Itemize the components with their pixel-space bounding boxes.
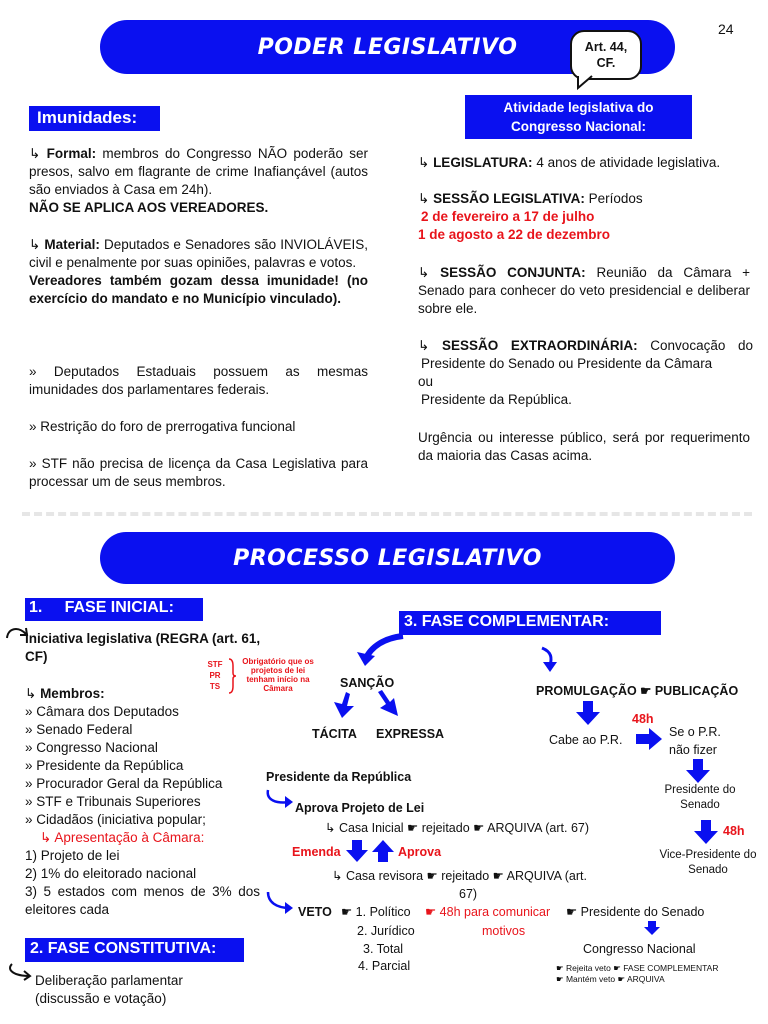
extra-line: Presidente da República.: [421, 392, 572, 407]
rejeita-veto: ☛ Rejeita veto ☛ FASE COMPLEMENTAR: [556, 963, 719, 973]
membro-item: » STF e Tribunais Superiores: [25, 794, 201, 809]
requisito-item: 1) Projeto de lei: [25, 848, 120, 863]
hook-icon: ↳: [25, 686, 41, 701]
vice-line: Vice-Presidente do: [659, 849, 757, 861]
legislatura: [418, 154, 753, 172]
atividade-heading: [465, 95, 692, 139]
veto-politico: ☛ 1. Político: [341, 905, 411, 919]
extra-label: SESSÃO EXTRAORDINÁRIA:: [441, 338, 638, 353]
bubble-tail: [576, 76, 596, 90]
se-pr-line: não fizer: [669, 743, 717, 757]
veto-motivos: motivos: [482, 924, 526, 938]
curved-arrow-icon: [264, 890, 296, 914]
veto-label: VETO: [298, 905, 332, 919]
periodo-1: 2 de fevereiro a 17 de julho: [421, 209, 595, 224]
apresentacao-text: Apresentação à Câmara:: [54, 830, 205, 845]
material-label: Material:: [44, 237, 100, 252]
formal-bold: NÃO SE APLICA AOS VEREADORES.: [29, 200, 269, 215]
hook-icon: ↳: [29, 237, 45, 252]
brace-icon: [228, 658, 236, 694]
hook-icon: ↳: [418, 191, 434, 206]
imunidade-item: » Restrição do foro de prerrogativa funcional: [29, 419, 296, 434]
veto-parcial: 4. Parcial: [358, 959, 411, 973]
fase-complementar-heading: 3. FASE COMPLEMENTAR:: [399, 611, 661, 635]
up-arrow-icon: [371, 840, 395, 862]
pres-senado-line: Presidente do: [664, 784, 736, 796]
hook-icon: ↳: [332, 869, 346, 883]
article-bubble: [570, 30, 642, 80]
sessao-extraordinaria: [418, 337, 753, 409]
vice-line: Senado: [688, 864, 728, 876]
title-text: PODER LEGISLATIVO: [257, 34, 518, 60]
casa-revisora: [332, 867, 622, 903]
heading-line: Atividade legislativa do: [503, 100, 654, 115]
congresso-nacional: Congresso Nacional: [583, 942, 696, 956]
hook-icon: ↳: [418, 338, 442, 353]
pres-senado-line: Senado: [680, 799, 720, 811]
right-arrow-icon: [636, 728, 662, 750]
expressa-label: EXPRESSA: [376, 727, 445, 741]
sessao-text: Períodos: [584, 191, 643, 206]
membros-list: [25, 685, 260, 919]
conjunta-label: SESSÃO CONJUNTA:: [440, 265, 586, 280]
sancao-label: SANÇÃO: [340, 676, 395, 690]
membro-item: » Congresso Nacional: [25, 740, 158, 755]
hook-icon: ↳: [418, 265, 441, 280]
casa-revisora-text: 67): [459, 887, 478, 901]
hook-icon: ↳: [40, 830, 55, 845]
hook-icon: ↳: [418, 155, 434, 170]
bubble-line: CF.: [596, 56, 616, 70]
formal-text: membros do Congresso NÃO poderão ser presos, salvo em flagrante de crime Inafiançável (autos são enviados à Casa em 24h).: [29, 146, 368, 197]
prazo-48h: 48h: [632, 712, 654, 726]
down-arrow-icon: [686, 759, 710, 783]
imunidades-heading: Imunidades:: [29, 106, 160, 131]
veto-total: 3. Total: [363, 942, 404, 956]
imunidade-item: » STF não precisa de licença da Casa Legislativa para processar um de seus membros.: [29, 456, 368, 489]
bubble-line: Art. 44,: [584, 40, 628, 54]
membro-item: » Cidadãos (iniciativa popular;: [25, 812, 206, 827]
vice-presidente-senado: [652, 848, 764, 878]
hook-icon: ↳: [325, 821, 339, 835]
note-codes: [203, 659, 227, 692]
down-arrow-icon: [576, 701, 600, 725]
sessao-legislativa: [418, 190, 753, 244]
imunidade-material: [29, 236, 368, 308]
section-divider: [22, 512, 752, 516]
veto-juridico: 2. Jurídico: [357, 924, 415, 938]
membros-label: Membros:: [40, 686, 105, 701]
membro-item: » Presidente da República: [25, 758, 184, 773]
material-text: Deputados e Senadores são INVIOLÁVEIS, civil e penalmente por suas opiniões, palavras e votos.: [29, 237, 368, 270]
requisito-item: 3) 5 estados com menos de 3% dos eleitores cada: [25, 884, 260, 917]
aprova-label: Aprova: [398, 845, 442, 859]
curved-arrow-icon: [6, 962, 32, 982]
presidente-senado: [655, 783, 745, 813]
prazo-48h: 48h: [723, 824, 745, 838]
note-code: PR: [209, 671, 221, 680]
se-pr-nao-fizer: [669, 723, 721, 759]
promulgacao-publicacao: PROMULGAÇÃO ☛ PUBLICAÇÃO: [536, 684, 739, 698]
casa-revisora-text: Casa revisora ☛ rejeitado ☛ ARQUIVA (art.: [345, 869, 587, 883]
formal-label: Formal:: [46, 146, 97, 161]
extra-line: Presidente do Senado ou Presidente da Câmara: [421, 356, 713, 371]
veto-presidente-senado: ☛ Presidente do Senado: [566, 905, 705, 919]
veto-48h: ☛ 48h para comunicar: [425, 905, 551, 919]
down-arrow-icon: [694, 820, 718, 844]
down-arrow-icon: [332, 692, 356, 718]
extra-text: Convocação do: [637, 338, 754, 353]
casa-inicial-line: [325, 819, 589, 837]
title-text: PROCESSO LEGISLATIVO: [233, 545, 542, 571]
curved-arrow-icon: [538, 646, 564, 674]
membro-item: » Câmara dos Deputados: [25, 704, 179, 719]
down-arrow-icon: [374, 692, 400, 718]
tacita-label: TÁCITA: [312, 727, 357, 741]
legislatura-label: LEGISLATURA:: [433, 155, 533, 170]
legislatura-text: 4 anos de atividade legislativa.: [532, 155, 721, 170]
emenda-label: Emenda: [292, 845, 341, 859]
note-code: STF: [207, 660, 223, 669]
aprova-projeto: Aprova Projeto de Lei: [295, 801, 425, 815]
presidente-label: Presidente da República: [266, 770, 412, 784]
curved-arrow-icon: [355, 634, 407, 668]
veto-outcomes: [556, 963, 718, 985]
mantem-veto: ☛ Mantém veto ☛ ARQUIVA: [556, 974, 665, 984]
hook-icon: ↳: [29, 146, 47, 161]
imunidade-formal: [29, 145, 368, 217]
urgencia-text: Urgência ou interesse público, será por requerimento da maioria das Casas acima.: [418, 430, 750, 463]
iniciativa-text: Iniciativa legislativa (REGRA (art. 61, CF): [25, 631, 261, 664]
section-title-processo-legislativo: [100, 532, 675, 584]
note-text: Obrigatório que os projetos de lei tenham início na Câmara: [242, 657, 314, 693]
material-bold: Vereadores também gozam dessa imunidade! (no exercício do mandato e no Município vinculado).: [29, 273, 368, 306]
membro-item: » Senado Federal: [25, 722, 133, 737]
casa-inicial-text: Casa Inicial ☛ rejeitado ☛ ARQUIVA (art. 67): [338, 821, 590, 835]
requisito-item: 2) 1% do eleitorado nacional: [25, 866, 197, 881]
imunidade-item: » Deputados Estaduais possuem as mesmas imunidades dos parlamentares federais.: [29, 364, 368, 397]
membro-item: » Procurador Geral da República: [25, 776, 223, 791]
periodo-2: 1 de agosto a 22 de dezembro: [418, 227, 611, 242]
down-arrow-icon: [644, 921, 660, 935]
extra-line: ou: [418, 374, 434, 389]
heading-line: Congresso Nacional:: [510, 119, 647, 134]
deliberacao-text: Deliberação parlamentar (discussão e votação): [35, 973, 183, 1006]
fase-constitutiva-heading: 2. FASE CONSTITUTIVA:: [25, 938, 244, 962]
note-code: TS: [209, 682, 221, 691]
sessao-conjunta: [418, 264, 750, 318]
page-number: 24: [718, 21, 734, 37]
cabe-pr: Cabe ao P.R.: [549, 733, 623, 747]
fase-inicial-heading: 1. FASE INICIAL:: [25, 598, 203, 621]
conjunta-text: Reunião da Câmara + Senado para conhecer do veto presidencial e deliberar sobre ele.: [418, 265, 751, 316]
sessao-label: SESSÃO LEGISLATIVA:: [433, 191, 585, 206]
se-pr-line: Se o P.R.: [669, 725, 721, 739]
down-arrow-icon: [345, 840, 369, 862]
curved-arrow-icon: [264, 788, 296, 812]
